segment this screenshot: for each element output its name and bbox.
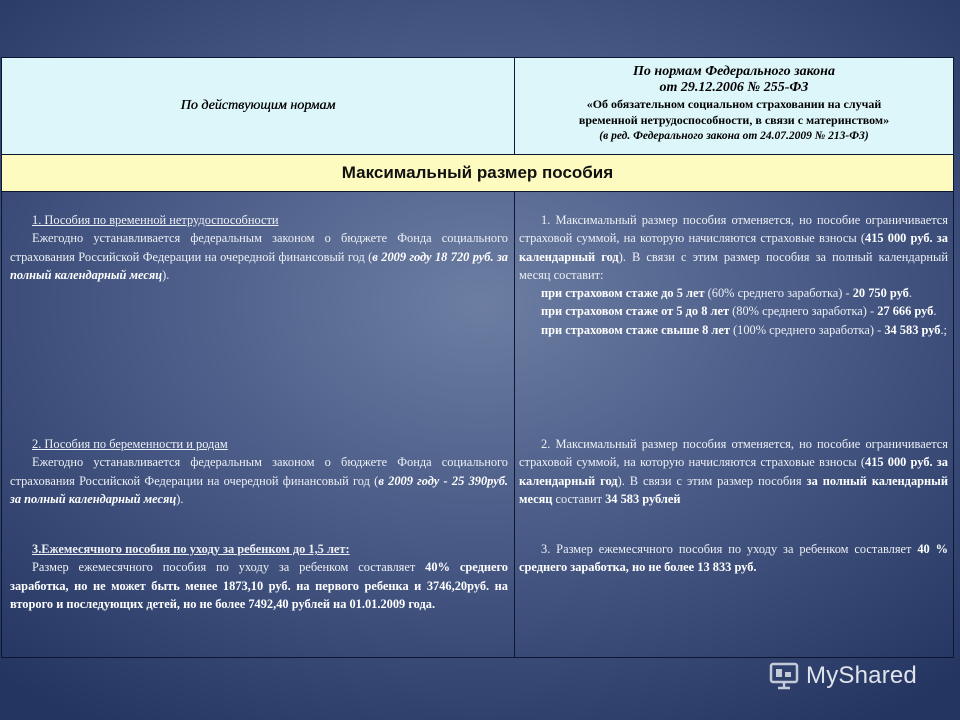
left-s3-title: 3.Ежемесячного пособия по уходу за ребенком до 1,5 лет: bbox=[32, 542, 350, 556]
header-new-law bbox=[515, 58, 953, 154]
right-p1-item2: при страховом стаже от 5 до 8 лет (80% среднего заработка) - 27 666 руб. bbox=[541, 304, 937, 319]
header-law-line2: от 29.12.2006 № 255-ФЗ bbox=[659, 80, 809, 95]
right-section-2 bbox=[519, 435, 948, 508]
right-p3: 3. Размер ежемесячного пособия по уходу за ребенком составляет 40 % среднего заработка, но не более 13 833 руб. bbox=[519, 542, 948, 575]
logo-text: MyShared bbox=[806, 662, 917, 689]
left-section-1 bbox=[10, 211, 508, 284]
right-section-1 bbox=[519, 211, 948, 339]
header-law-line4: временной нетрудоспособности, в связи с материнством» bbox=[578, 113, 890, 127]
section-title: Максимальный размер пособия bbox=[2, 155, 953, 192]
right-p2: 2. Максимальный размер пособия отменяется, но пособие ограничивается страховой суммой, на которую начисляются страховые взносы (415 000 руб. за календарный год). В связи с этим размер пособия за полный календарный месяц составит 34 583 рублей bbox=[519, 437, 948, 506]
right-p1-item3: при страховом стаже свыше 8 лет (100% среднего заработка) - 34 583 руб.; bbox=[541, 322, 947, 337]
left-s2-title: 2. Пособия по беременности и родам bbox=[32, 437, 228, 451]
presentation-icon bbox=[768, 660, 800, 692]
header-law-line5: (в ред. Федерального закона от 24.07.2009 № 213-ФЗ) bbox=[599, 130, 869, 142]
left-s1-title: 1. Пособия по временной нетрудоспособности bbox=[32, 213, 279, 227]
left-section-3 bbox=[10, 540, 508, 613]
left-s2-text: Ежегодно устанавливается федеральным законом о бюджете Фонда социального страхования Российской Федерации на очередной финансовый год (в 2009 году - 25 390руб. за полный календарный месяц). bbox=[10, 455, 508, 506]
header-law-line3: «Об обязательном социальном страховании на случай bbox=[586, 97, 882, 111]
right-p1-item1: при страховом стаже до 5 лет (60% среднего заработка) - 20 750 руб. bbox=[541, 286, 912, 301]
column-divider bbox=[514, 192, 515, 657]
table-body bbox=[2, 192, 953, 657]
right-section-3 bbox=[519, 540, 948, 577]
comparison-table bbox=[1, 57, 954, 658]
header-current-norms: По действующим нормам bbox=[2, 58, 515, 154]
right-p1: 1. Максимальный размер пособия отменяется, но пособие ограничивается страховой суммой, на которую начисляются страховые взносы (415 000 руб. за календарный год). В связи с этим размер пособия за полный календарный месяц составит: bbox=[519, 213, 948, 282]
header-law-line1: По нормам Федерального закона bbox=[633, 64, 835, 79]
left-s1-text: Ежегодно устанавливается федеральным законом о бюджете Фонда социального страхования Российской Федерации на очередной финансовый год (в 2009 году 18 720 руб. за полный календарный месяц). bbox=[10, 231, 508, 282]
myshared-logo bbox=[768, 656, 948, 696]
left-s3-text: Размер ежемесячного пособия по уходу за ребенком составляет 40% среднего заработка, но не может быть менее 1873,10 руб. на первого ребенка и 3746,20руб. на второго и последующих детей, но не более 7492,40 рублей на 01.01.2009 года. bbox=[10, 560, 508, 611]
left-section-2 bbox=[10, 435, 508, 508]
table-header bbox=[2, 58, 953, 155]
